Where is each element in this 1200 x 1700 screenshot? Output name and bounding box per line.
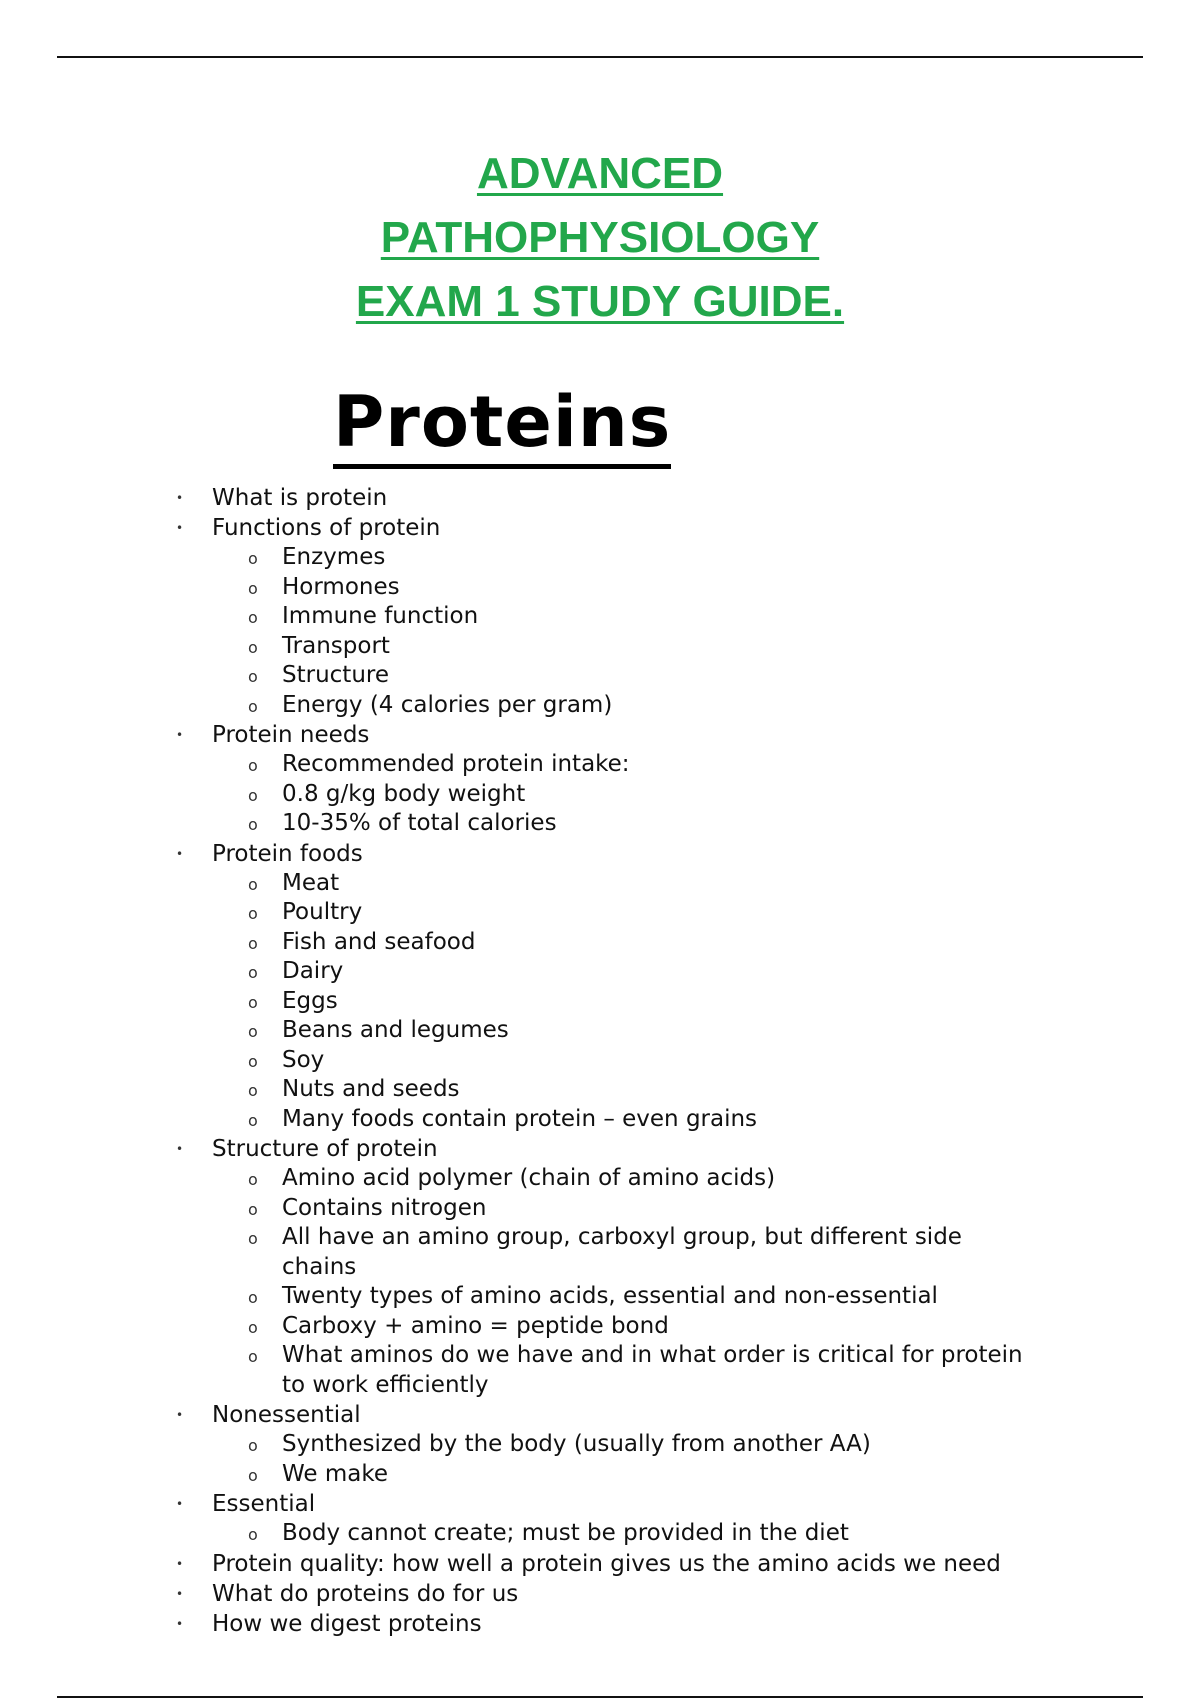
outline-item-text: Protein needs	[212, 722, 370, 748]
sub-list-item: o What aminos do we have and in what order is critical for protein to work efficiently	[212, 1341, 1042, 1400]
outline-item-text: What do proteins do for us	[212, 1580, 519, 1607]
section-heading: Proteins	[333, 380, 671, 469]
sub-list-item: o Many foods contain protein – even grains	[212, 1105, 1042, 1135]
sub-list-item: o Poultry	[212, 898, 1042, 928]
outline-item-text: Functions of protein	[212, 515, 441, 541]
sub-list-item: o Amino acid polymer (chain of amino acids)	[212, 1164, 1042, 1194]
outline-item-text: Structure of protein	[212, 1136, 438, 1162]
outline-item	[0, 720, 1200, 839]
outline-item	[0, 1549, 1200, 1579]
sub-list-item: o All have an amino group, carboxyl group, but different side chains	[212, 1223, 1042, 1282]
outline-item-text: How we digest proteins	[212, 1610, 482, 1637]
sub-list-item: o We make	[212, 1460, 1042, 1490]
outline-item-text: What is protein	[212, 485, 388, 511]
sub-list-item: o 0.8 g/kg body weight	[212, 780, 1042, 810]
sub-list-item: o Synthesized by the body (usually from another AA)	[212, 1430, 1042, 1460]
sub-list-item: o Hormones	[212, 573, 1042, 603]
title-line-1: ADVANCED	[476, 149, 724, 198]
sub-list-item: o Eggs	[212, 987, 1042, 1017]
outline-item-text: Protein foods	[212, 840, 363, 867]
sub-list	[212, 750, 1200, 839]
title-line-2: PATHOPHYSIOLOGY	[380, 213, 820, 262]
outline-item	[0, 483, 1200, 513]
sub-list	[212, 1430, 1200, 1489]
outline-item-text: Nonessential	[212, 1402, 361, 1428]
sub-list-item: o Transport	[212, 632, 1042, 662]
sub-list-item: o Fish and seafood	[212, 928, 1042, 958]
sub-list	[212, 1164, 1200, 1400]
sub-list	[212, 543, 1200, 720]
outline-item-text: Protein quality: how well a protein gives us the amino acids we need	[212, 1550, 1001, 1577]
outline-item	[0, 1609, 1200, 1639]
sub-list-item: o Soy	[212, 1046, 1042, 1076]
topic-outline	[0, 483, 1200, 1639]
sub-list-item: o Beans and legumes	[212, 1016, 1042, 1046]
outline-item-text: Essential	[212, 1491, 316, 1517]
sub-list-item: o Immune function	[212, 602, 1042, 632]
outline-item	[0, 513, 1200, 720]
document-title	[0, 142, 1200, 334]
sub-list-item: o Energy (4 calories per gram)	[212, 691, 1042, 721]
sub-list-item: o 10-35% of total calories	[212, 809, 1042, 839]
outline-item	[0, 1489, 1200, 1549]
outline-item	[0, 1579, 1200, 1609]
sub-list-item: o Twenty types of amino acids, essential and non-essential	[212, 1282, 1042, 1312]
top-rule	[57, 56, 1143, 58]
outline-item	[0, 1134, 1200, 1400]
sub-list	[212, 1519, 1200, 1549]
outline-item	[0, 1400, 1200, 1489]
outline-item	[0, 839, 1200, 1135]
sub-list-item: o Body cannot create; must be provided in the diet	[212, 1519, 1042, 1549]
sub-list-item: o Nuts and seeds	[212, 1075, 1042, 1105]
sub-list-item: o Contains nitrogen	[212, 1194, 1042, 1224]
sub-list-item: o Meat	[212, 869, 1042, 899]
title-line-3: EXAM 1 STUDY GUIDE.	[355, 277, 845, 326]
sub-list-item: o Carboxy + amino = peptide bond	[212, 1312, 1042, 1342]
sub-list-item: o Recommended protein intake:	[212, 750, 1042, 780]
sub-list	[212, 869, 1200, 1135]
sub-list-item: o Structure	[212, 661, 1042, 691]
bottom-rule	[57, 1696, 1143, 1698]
sub-list-item: o Enzymes	[212, 543, 1042, 573]
sub-list-item: o Dairy	[212, 957, 1042, 987]
